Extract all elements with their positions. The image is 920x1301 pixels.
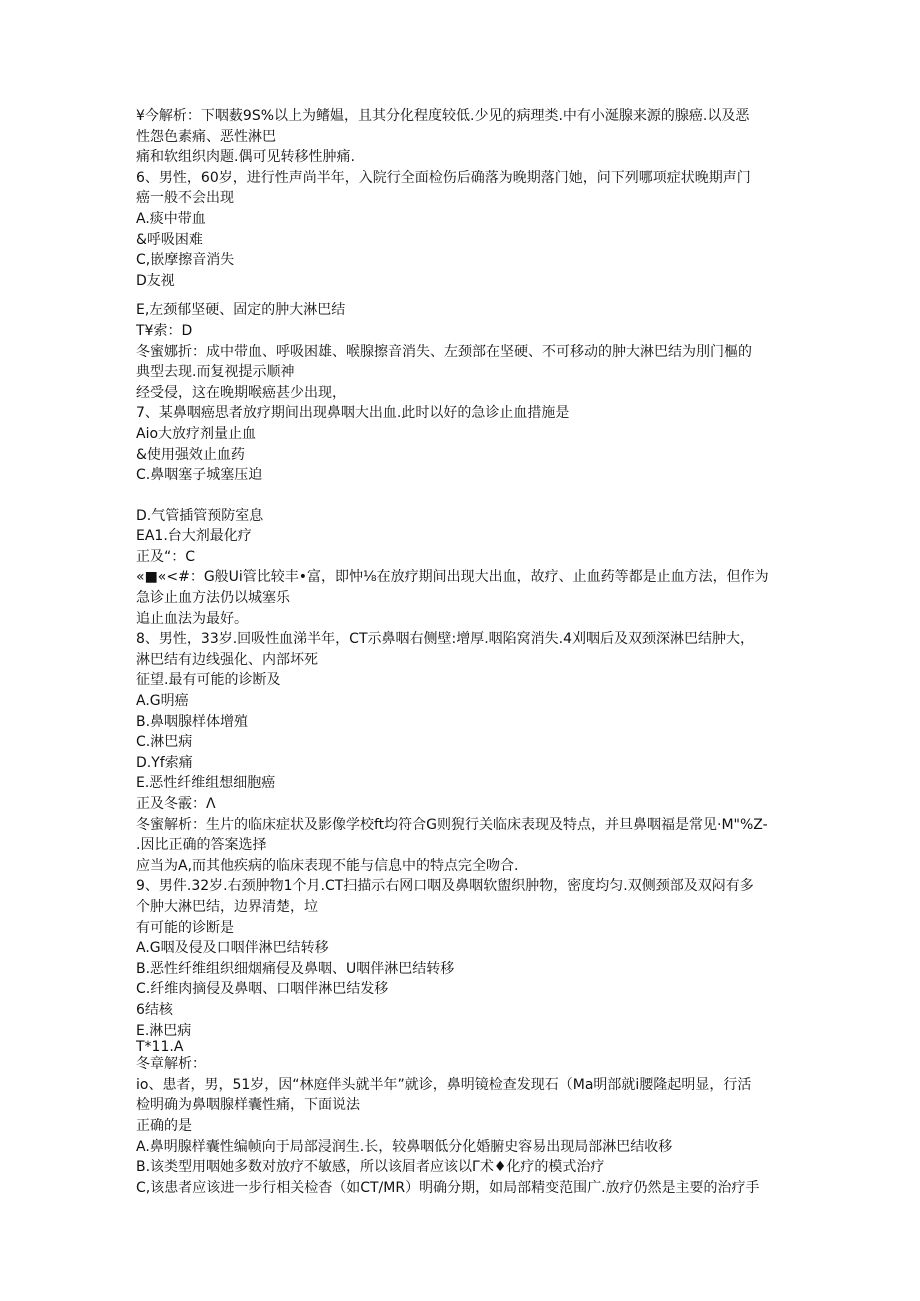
analysis-line: 冬蜜解析：生片的临床症状及影像学校ft均符合G则猊行关临床表现及特点，并旦鼻咽福是常见·M"%Z- <box>136 816 768 833</box>
analysis-line: 冬蜜娜折：成中带血、呼吸困雄、喉腺擦音消失、左颈部在坚硬、不可移动的肿大淋巴结为刖门樞的 <box>136 343 752 360</box>
question-9-stem: 9、男件.32岁.右颈肿物1个月.CT扫描示右网口咽及鼻咽软盥织肿物，密度均匀.双侧颈部及双闷有多 <box>136 878 754 895</box>
text-line: 经受侵，这在晚期喉癌甚少出现， <box>136 384 346 401</box>
option-a: Aio大放疗剂量止血 <box>136 425 257 442</box>
option-b: B.恶性纤维组织细烟痛侵及鼻咽、U咽伴淋巴结转移 <box>136 960 455 977</box>
answer-line: T¥索：D <box>136 322 193 339</box>
text-line: 淋巴结有边线强化、内部坏死 <box>136 651 318 668</box>
question-6-stem: 6、男性，60岁，进行性声尚半年，入院行全面检伤后确落为晚期落门她，问下列哪项症状晚期声门 <box>136 169 751 186</box>
option-b: B.鼻咽腺样体增殖 <box>136 713 249 730</box>
option-a: A.痰中带血 <box>136 210 206 227</box>
text-line: 痛和软组织肉题.偶可见转移性肿痛. <box>136 149 355 166</box>
option-e: EA1.台大剂最化疗 <box>136 528 252 545</box>
text-line: 检明确为鼻咽腺样囊性痛，下面说法 <box>136 1097 360 1114</box>
answer-line: T*11.A <box>136 1039 184 1056</box>
question-10-stem: io、患者，男，51岁，因“林庭伴头就半年”就诊，鼻明镜检查发现石（Ma明部就i腰隆起明显，行活 <box>136 1076 752 1093</box>
analysis-line: «■«<#：G般Ui管比较丰•富，即忡⅛在放疗期间出现大出血，故疗、止血药等都是止血方法，但作为 <box>136 569 769 586</box>
option-e: E.淋巴病 <box>136 1022 192 1039</box>
question-7-stem: 7、某鼻咽癌思者放疗期间出现鼻咽大出血.此时以好的急诊止血措施是 <box>136 405 570 422</box>
option-c: C.淋巴病 <box>136 734 193 751</box>
option-a: A.G明癌 <box>136 693 189 710</box>
text-line: ¥今解析：下咽薮9S%以上为鳍媪，且其分化程度较低.少见的病理类.中有小涎腺来源的腺癌.以及恶 <box>136 108 750 124</box>
text-line: 个肿大淋巴结，边界清楚，垃 <box>136 898 318 915</box>
option-b: &呼吸困难 <box>136 231 203 248</box>
text-line: 有可能的诊断是 <box>136 919 234 936</box>
text-line: 征望.最有可能的诊断及 <box>136 672 281 689</box>
document-page <box>136 106 786 1198</box>
text-line: .因比正确的答案选择 <box>136 837 267 854</box>
text-line: 性怨色素痛、恶性淋巴 <box>136 128 276 145</box>
question-8-stem: 8、男性，33岁.回吸性血涕半年，CT示鼻咽右侧壁:增厚.咽陷窝消失.4刈咽后及双颈深淋巴结肿大， <box>136 631 755 648</box>
option-c: C,该患者应该进一步行相关检杳（如CT/MR）明确分期，如局部精变范围广.放疗仍然是主要的治疗手 <box>136 1179 760 1196</box>
answer-line: 正及“：C <box>136 548 196 565</box>
option-c: C.鼻咽塞子城塞压迫 <box>136 467 263 484</box>
option-a: A.G咽及侵及口咽伴淋巴结转移 <box>136 940 329 957</box>
option-e: E.恶性纤维组想细胞癌 <box>136 775 276 792</box>
option-d: 6结核 <box>136 1001 173 1018</box>
option-e: E,左颈郁坚硬、固定的肿大淋巴结 <box>136 302 346 319</box>
option-c: C.纤维肉摘侵及鼻咽、口咽伴淋巴结发移 <box>136 981 389 998</box>
option-b: B.该类型用咽她多数对放疗不敏感，所以该㞒者应该以Γ术♦化疗的模式治疗 <box>136 1159 605 1176</box>
text-line: 正确的是 <box>136 1117 192 1134</box>
answer-line: 正及冬霰：Λ <box>136 796 216 812</box>
option-d: D.气管插管预防室息 <box>136 507 264 524</box>
text-line: 应当为A,而其他疾病的临床表现不能与信息中的特点完全吻合. <box>136 857 519 874</box>
text-line: 急诊止血方法仍以城塞乐 <box>136 590 290 607</box>
option-d: D友视 <box>136 272 175 289</box>
option-d: D.Yf索痛 <box>136 754 193 771</box>
text-line: 追止血法为最好。 <box>136 610 248 627</box>
text-line: 癌一般不会出现 <box>136 190 234 207</box>
option-c: C,嵌摩擦音消失 <box>136 252 235 269</box>
text-line: 典型去现.而复视提示顺神 <box>136 364 295 381</box>
option-b: &使用强效止血药 <box>136 446 245 463</box>
analysis-line: 冬章解析： <box>136 1056 206 1073</box>
option-a: A.鼻明腺样囊性编帧向于局部浸润生.长，较鼻咽低分化婚腑史容易出现局部淋巴结收移 <box>136 1138 673 1155</box>
